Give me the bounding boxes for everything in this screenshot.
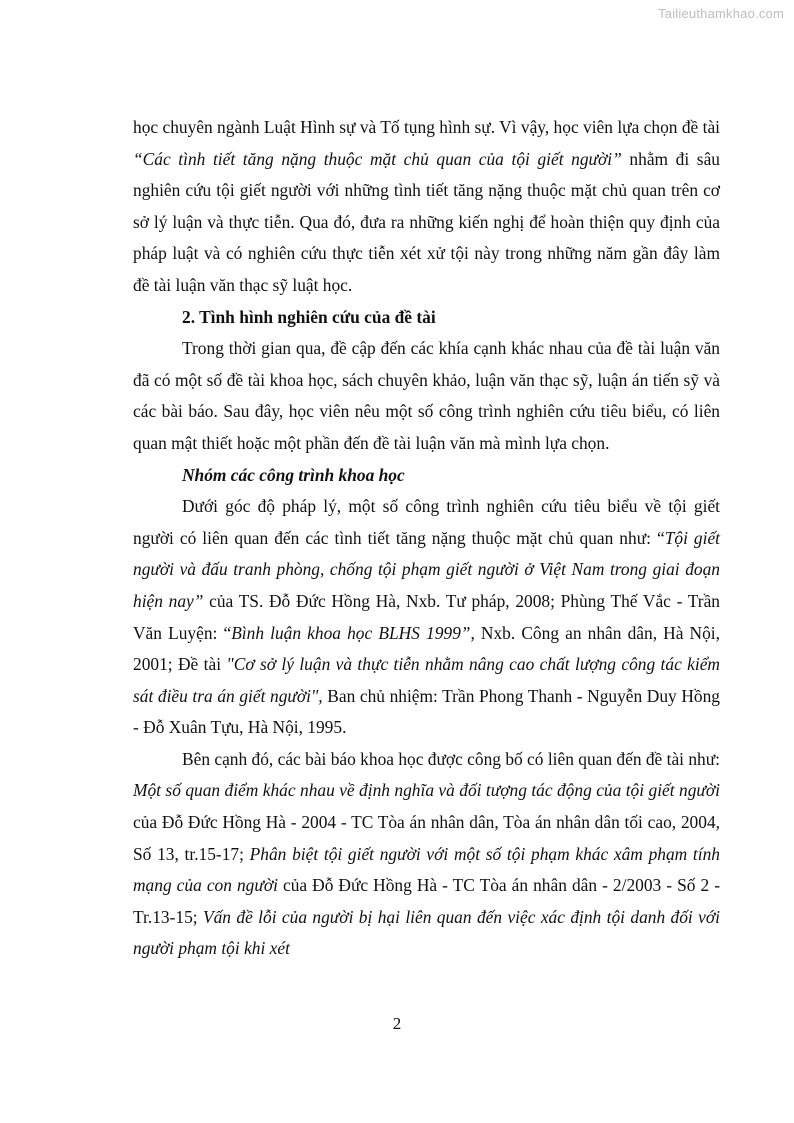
text-run: học chuyên ngành Luật Hình sự và Tố tụng hình sự. Vì vậy, học viên lựa chọn đề tài xyxy=(133,117,720,137)
italic-text-run: Một số quan điểm khác nhau về định nghĩa và đối tượng tác động của tội giết người xyxy=(133,780,720,801)
text-run: nhằm đi sâu nghiên cứu tội giết người với những tình tiết tăng nặng thuộc mặt chủ quan trên cơ sở lý luận và thực tiễn. Qua đó, đưa ra những kiến nghị để hoàn thiện quy định của pháp luật và có nghiên cứu thực tiễn xét xử tội này trong những năm gần đây làm đề tài luận văn thạc sỹ luật học. xyxy=(133,148,720,295)
text-run: , Nxb. Công an nhân dân, Hà Nội, 2001; Đề tài xyxy=(133,622,720,675)
italic-text-run: "Cơ sở lý luận và thực tiễn nhằm nâng cao chất lượng công tác kiểm sát điều tra án giết người", xyxy=(133,654,720,706)
italic-text-run: Phân biệt tội giết người với một số tội phạm khác xâm phạm tính mạng của con người xyxy=(133,843,720,896)
document-body xyxy=(133,112,720,965)
watermark: Tailieuthamkhao.com xyxy=(658,6,784,21)
subsection-heading: Nhóm các công trình khoa học xyxy=(182,464,405,485)
text-run: của Đỗ Đức Hồng Hà - TC Tòa án nhân dân - 2/2003 - Số 2 - Tr.13-15; xyxy=(133,875,720,927)
section-heading: 2. Tình hình nghiên cứu của đề tài xyxy=(182,306,436,327)
text-run: của Đỗ Đức Hồng Hà - 2004 - TC Tòa án nhân dân, Tòa án nhân dân tối cao, 2004, Số 13, tr.15-17; xyxy=(133,812,720,864)
text-run: Ban chủ nhiệm: Trần Phong Thanh - Nguyễn Duy Hồng - Đỗ Xuân Tựu, Hà Nội, 1995. xyxy=(133,685,721,738)
page-number: 2 xyxy=(392,1014,402,1033)
italic-text-run: Tội giết người và đấu tranh phòng, chống tội phạm giết người ở Việt Nam trong giai đoạn hiện nay” xyxy=(133,527,720,611)
text-run: Dưới góc độ pháp lý, một số công trình nghiên cứu tiêu biểu về tội giết người có liên quan đến các tình tiết tăng nặng thuộc mặt chủ quan như: “ xyxy=(133,496,720,548)
italic-text-run: “Các tình tiết tăng nặng thuộc mặt chủ quan của tội giết người” xyxy=(133,148,622,169)
text-run: Trong thời gian qua, đề cập đến các khía cạnh khác nhau của đề tài luận văn đã có một số đề tài khoa học, sách chuyên khảo, luận văn thạc sỹ, luận án tiến sỹ và các bài báo. Sau đây, học viên nêu một số công trình nghiên cứu tiêu biểu, có liên quan mật thiết hoặc một phần đến đề tài luận văn mà mình lựa chọn. xyxy=(133,338,720,453)
text-run: Bên cạnh đó, các bài báo khoa học được công bố có liên quan đến đề tài như: xyxy=(182,748,720,769)
paragraph-research-overview xyxy=(133,333,720,459)
paragraph-articles xyxy=(133,744,720,965)
paragraph-scientific-works xyxy=(133,491,720,744)
italic-text-run: Bình luận khoa học BLHS 1999” xyxy=(231,622,471,643)
paragraph-intro-continuation xyxy=(133,112,720,302)
text-run: của TS. Đỗ Đức Hồng Hà, Nxb. Tư pháp, 2008; Phùng Thế Vắc - Trần Văn Luyện: “ xyxy=(133,590,720,643)
italic-text-run: Vấn đề lỗi của người bị hại liên quan đến việc xác định tội danh đối với người phạm tội khi xét xyxy=(133,906,720,959)
